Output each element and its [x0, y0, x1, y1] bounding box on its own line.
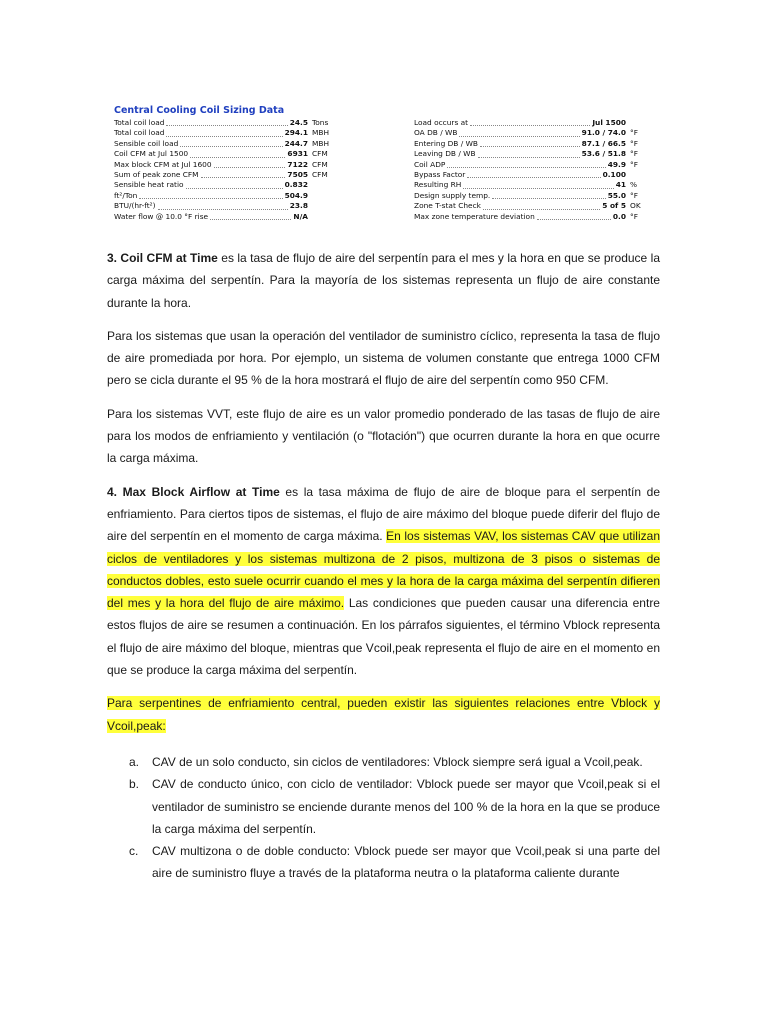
sizing-row [114, 160, 336, 170]
sizing-row [414, 128, 654, 138]
sizing-left-column [114, 118, 336, 222]
row-label: Design supply temp. [414, 190, 491, 200]
sizing-row [414, 118, 654, 128]
row-value: 6931 [287, 149, 308, 159]
row-unit: °F [630, 190, 638, 200]
row-label: Total coil load [114, 117, 165, 127]
row-value: 0.832 [284, 180, 308, 190]
row-value: 91.0 / 74.0 [581, 128, 626, 138]
sizing-row [114, 128, 336, 138]
paragraph-cyclic-fan: Para los sistemas que usan la operación del ventilador de suministro cíclico, representa la tasa de flujo de aire promediada por hora. Por ejemplo, un sistema de volumen constante que entrega 1000 CFM pero se cicla durante el 95 % de la hora mostrará el flujo de aire del serpentín como 950 CFM. [107, 328, 660, 388]
row-value: 87.1 / 66.5 [581, 138, 626, 148]
row-value: 41 [615, 180, 626, 190]
row-unit: Tons [312, 117, 329, 127]
list-item [107, 751, 660, 773]
row-value: 0.100 [602, 169, 626, 179]
row-unit: OK [630, 201, 641, 211]
row-unit: % [630, 180, 638, 190]
row-label: Total coil load [114, 128, 165, 138]
sizing-row [414, 180, 654, 190]
list-item-text: CAV multizona o de doble conducto: Vblock puede ser mayor que Vcoil,peak si una parte del aire de suministro fluye a través de la plataforma neutra o la plataforma caliente durante [152, 844, 660, 881]
row-value: 55.0 [607, 190, 626, 200]
row-unit: CFM [312, 149, 328, 159]
row-unit: °F [630, 128, 638, 138]
row-unit: °F [630, 149, 638, 159]
row-value: 7122 [287, 159, 308, 169]
highlighted-text: En los sistemas VAV, los sistemas CAV que utilizan ciclos de ventiladores y los sistemas multizona de 2 pisos, multizona de 3 pisos o sistemas de conductos dobles, esto suele ocurrir cuando el mes y la hora de la carga máxima del serpentín difieren del mes y la hora del flujo de aire máximo. [107, 529, 660, 611]
paragraph-text: es la tasa de flujo de aire del serpentín para el mes y la hora en que se produce la carga máxima del serpentín. Para la mayoría de los sistemas representa un flujo de aire constante durante la hora. [107, 251, 660, 310]
row-label: BTU/(hr-ft²) [114, 201, 156, 211]
row-unit: °F [630, 159, 638, 169]
relations-list [107, 751, 660, 885]
row-label: Leaving DB / WB [414, 149, 476, 159]
sizing-row [414, 212, 654, 222]
row-value: 504.9 [284, 190, 308, 200]
paragraph-text: es la tasa máxima de flujo de aire de bloque para el serpentín de enfriamiento. Para ciertos tipos de sistemas, el flujo de aire máximo del bloque puede diferir del flujo de aire del serpentín en el momento de carga máxima. [107, 484, 661, 544]
row-unit: CFM [312, 169, 328, 179]
row-value: 294.1 [284, 128, 308, 138]
term-coil-cfm: 3. Coil CFM at Time [107, 251, 218, 265]
list-item-text: CAV de conducto único, con ciclo de ventilador: Vblock puede ser mayor que Vcoil,peak si el ventilador de suministro se enciende durante menos del 100 % de la hora en la que se produce la carga máxima del serpentín. [152, 777, 660, 836]
sizing-row [114, 212, 336, 222]
row-label: Bypass Factor [414, 169, 466, 179]
sizing-row [414, 191, 654, 201]
list-item-text: CAV de un solo conducto, sin ciclos de ventiladores: Vblock siempre será igual a Vcoil,peak. [152, 754, 643, 769]
row-value: 5 of 5 [602, 201, 626, 211]
highlighted-text: Para serpentines de enfriamiento central, pueden existir las siguientes relaciones entre Vblock y Vcoil,peak: [107, 696, 660, 733]
row-label: Coil CFM at Jul 1500 [114, 149, 189, 159]
list-item [107, 773, 660, 840]
row-unit: °F [630, 138, 638, 148]
row-label: Resulting RH [414, 180, 462, 190]
list-marker: c. [129, 844, 139, 859]
sizing-row [414, 149, 654, 159]
row-label: ft²/Ton [114, 190, 138, 200]
row-label: Max zone temperature deviation [414, 211, 535, 221]
row-label: OA DB / WB [414, 128, 458, 138]
row-label: Zone T-stat Check [414, 201, 481, 211]
row-value: Jul 1500 [592, 117, 626, 127]
row-label: Entering DB / WB [414, 138, 478, 148]
sizing-right-column [414, 118, 654, 222]
row-label: Sensible heat ratio [114, 180, 184, 190]
sizing-row [114, 149, 336, 159]
paragraph-text: Las condiciones que pueden causar una diferencia entre estos flujos de aire se resumen a continuación. En los párrafos siguientes, el término Vblock representa el flujo de aire máximo del bloque, mientras que Vcoil,peak representa el flujo de aire en el momento en que se produce la carga máxima del serpentín. [107, 596, 660, 678]
row-value: 24.5 [289, 117, 308, 127]
row-value: N/A [293, 211, 308, 221]
sizing-data-table [114, 105, 654, 222]
sizing-row [114, 170, 336, 180]
row-label: Load occurs at [414, 117, 469, 127]
sizing-row [114, 201, 336, 211]
row-value: 244.7 [284, 138, 308, 148]
term-max-block-airflow: 4. Max Block Airflow at Time [107, 484, 280, 499]
row-value: 7505 [287, 169, 308, 179]
paragraph-vvt: Para los sistemas VVT, este flujo de aire es un valor promedio ponderado de las tasas de flujo de aire para los modos de enfriamiento y ventilación (o "flotación") que ocurren durante la hora en que ocurre la carga máxima. [107, 406, 660, 466]
paragraph-relations [107, 692, 660, 737]
row-value: 49.9 [607, 159, 626, 169]
row-label: Water flow @ 10.0 °F rise [114, 211, 209, 221]
row-value: 53.6 / 51.8 [581, 149, 626, 159]
paragraph-coil-cfm [107, 247, 660, 314]
list-marker: b. [129, 777, 140, 792]
sizing-row [114, 118, 336, 128]
sizing-row [414, 160, 654, 170]
list-item [107, 840, 660, 885]
row-unit: °F [630, 211, 638, 221]
row-value: 23.8 [289, 201, 308, 211]
paragraph-max-block [107, 481, 660, 682]
sizing-row [414, 170, 654, 180]
list-marker: a. [129, 754, 140, 769]
row-label: Sensible coil load [114, 138, 179, 148]
sizing-row [414, 139, 654, 149]
document-body [107, 247, 660, 885]
row-label: Coil ADP [414, 159, 446, 169]
row-unit: CFM [312, 159, 328, 169]
sizing-row [114, 139, 336, 149]
sizing-title: Central Cooling Coil Sizing Data [114, 105, 285, 116]
row-label: Max block CFM at Jul 1600 [114, 159, 212, 169]
row-label: Sum of peak zone CFM [114, 169, 199, 179]
sizing-row [114, 180, 336, 190]
sizing-row [414, 201, 654, 211]
row-value: 0.0 [612, 211, 626, 221]
sizing-row [114, 191, 336, 201]
row-unit: MBH [312, 138, 330, 148]
row-unit: MBH [312, 128, 330, 138]
